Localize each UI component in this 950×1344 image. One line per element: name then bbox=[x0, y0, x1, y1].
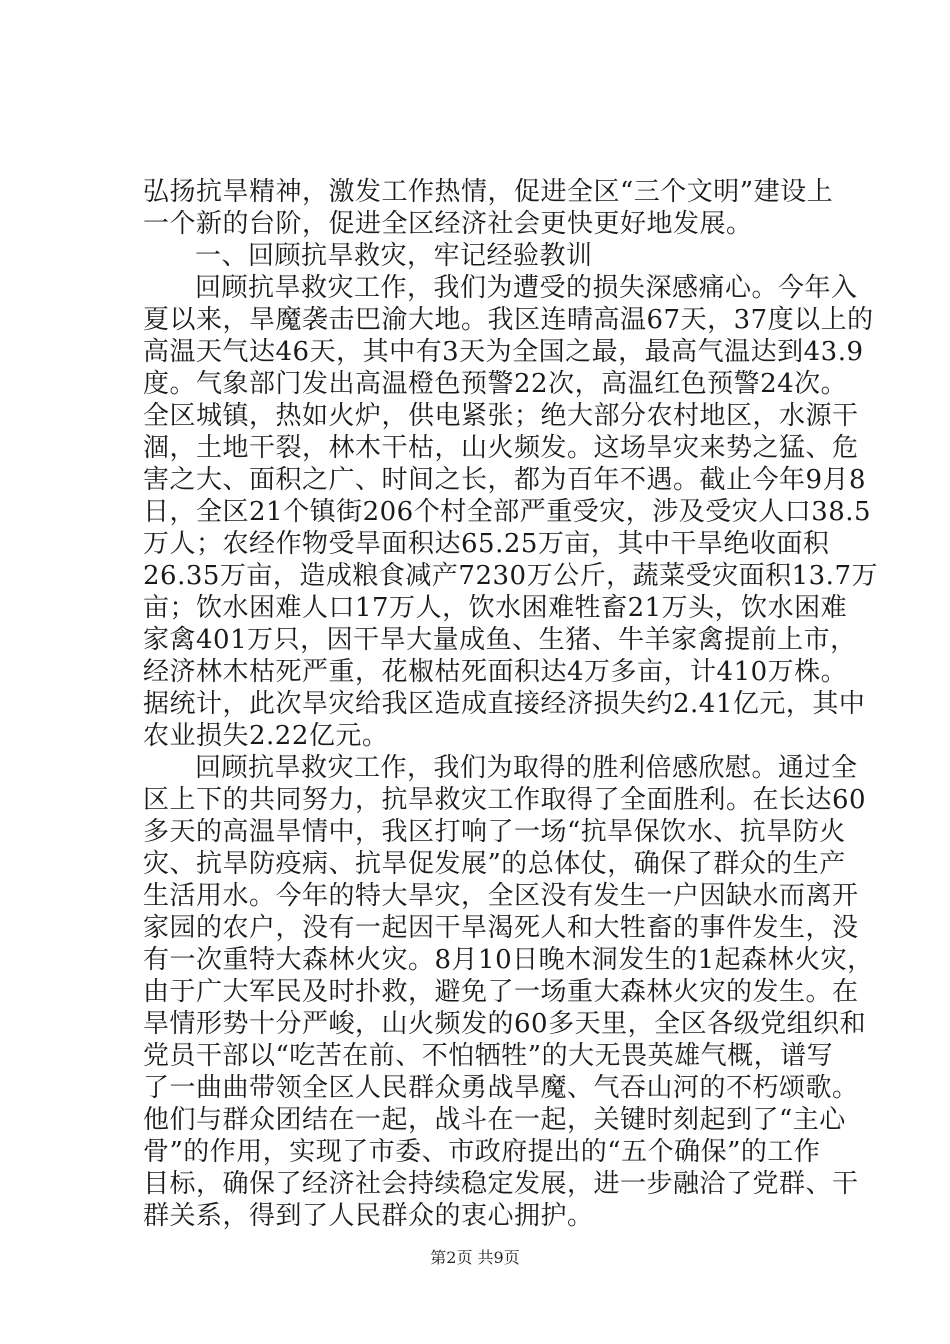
text-line: 万人；农经作物受旱面积达65.25万亩，其中干旱绝收面积 bbox=[143, 529, 830, 559]
text-line: 区上下的共同努力，抗旱救灾工作取得了全面胜利。在长达60 bbox=[143, 785, 867, 815]
text-line: 经济林木枯死严重，花椒枯死面积达4万多亩，计410万株。 bbox=[143, 657, 848, 687]
document-body bbox=[143, 176, 878, 1232]
text-line: 夏以来，旱魔袭击巴渝大地。我区连晴高温67天，37度以上的 bbox=[143, 305, 874, 335]
text-line: 日，全区21个镇街206个村全部严重受灾，涉及受灾人口38.5 bbox=[143, 497, 872, 527]
text-line: 26.35万亩，造成粮食减产7230万公斤，蔬菜受灾面积13.7万 bbox=[143, 561, 878, 591]
text-line: 全区城镇，热如火炉，供电紧张；绝大部分农村地区，水源干 bbox=[143, 401, 859, 431]
text-line: 多天的高温旱情中，我区打响了一场“抗旱保饮水、抗旱防火 bbox=[143, 817, 846, 847]
text-line: 度。气象部门发出高温橙色预警22次，高温红色预警24次。 bbox=[143, 369, 848, 399]
text-line: 据统计，此次旱灾给我区造成直接经济损失约2.41亿元，其中 bbox=[143, 689, 866, 719]
text-line: 家园的农户，没有一起因干旱渴死人和大牲畜的事件发生，没 bbox=[143, 913, 859, 943]
text-line: 目标，确保了经济社会持续稳定发展，进一步融洽了党群、干 bbox=[143, 1169, 859, 1199]
text-line: 回顾抗旱救灾工作，我们为取得的胜利倍感欣慰。通过全 bbox=[195, 753, 858, 783]
text-line: 了一曲曲带领全区人民群众勇战旱魔、气吞山河的不朽颂歌。 bbox=[143, 1073, 859, 1103]
text-line: 家禽401万只，因干旱大量成鱼、生猪、牛羊家禽提前上市， bbox=[143, 625, 857, 655]
text-line: 由于广大军民及时扑救，避免了一场重大森林火灾的发生。在 bbox=[143, 977, 859, 1007]
text-line: 灾、抗旱防疫病、抗旱促发展”的总体仗，确保了群众的生产 bbox=[143, 849, 846, 879]
paragraph-continuation bbox=[143, 176, 834, 240]
text-line: 农业损失2.22亿元。 bbox=[143, 721, 389, 751]
text-line: 生活用水。今年的特大旱灾，全区没有发生一户因缺水而离开 bbox=[143, 881, 859, 911]
text-line: 群关系，得到了人民群众的衷心拥护。 bbox=[143, 1201, 594, 1231]
text-line: 有一次重特大森林火灾。8月10日晚木洞发生的1起森林火灾， bbox=[143, 945, 874, 975]
text-line: 一个新的台阶，促进全区经济社会更快更好地发展。 bbox=[143, 209, 753, 239]
text-line: 弘扬抗旱精神，激发工作热情，促进全区“三个文明”建设上 bbox=[143, 177, 834, 207]
text-line: 他们与群众团结在一起，战斗在一起，关键时刻起到了“主心 bbox=[143, 1105, 846, 1135]
page-footer bbox=[0, 1245, 950, 1268]
text-line: 党员干部以“吃苦在前、不怕牺牲”的大无畏英雄气概，谱写 bbox=[143, 1041, 834, 1071]
page-number: 第2页 共9页 bbox=[430, 1248, 520, 1267]
text-line: 害之大、面积之广、时间之长，都为百年不遇。截止今年9月8 bbox=[143, 465, 867, 495]
paragraph-victory bbox=[143, 752, 874, 1232]
heading-text: 一、回顾抗旱救灾，牢记经验教训 bbox=[195, 241, 593, 271]
text-line: 亩；饮水困难人口17万人，饮水困难牲畜21万头，饮水困难 bbox=[143, 593, 848, 623]
text-line: 骨”的作用，实现了市委、市政府提出的“五个确保”的工作 bbox=[143, 1137, 821, 1167]
section-heading bbox=[143, 240, 811, 272]
text-line: 旱情形势十分严峻，山火频发的60多天里，全区各级党组织和 bbox=[143, 1009, 867, 1039]
text-line: 高温天气达46天，其中有3天为全国之最，最高气温达到43.9 bbox=[143, 337, 864, 367]
text-line: 回顾抗旱救灾工作，我们为遭受的损失深感痛心。今年入 bbox=[195, 273, 858, 303]
paragraph-losses bbox=[143, 272, 878, 752]
text-line: 涸，土地干裂，林木干枯，山火频发。这场旱灾来势之猛、危 bbox=[143, 433, 859, 463]
